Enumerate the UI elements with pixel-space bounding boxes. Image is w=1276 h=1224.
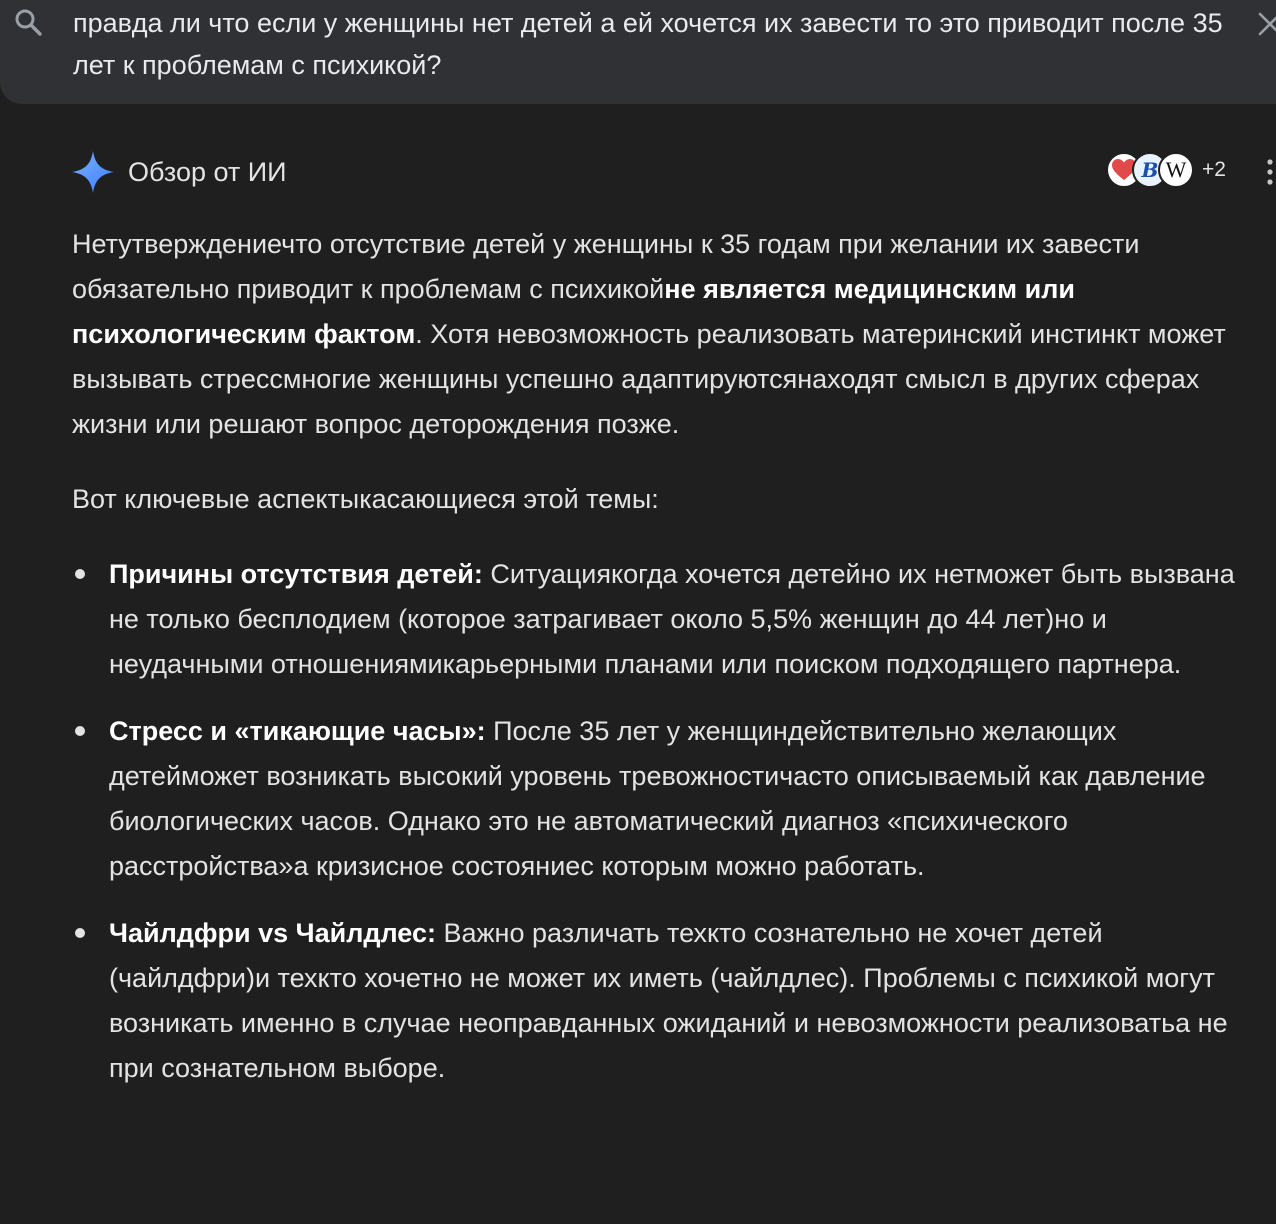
intro-text-end: . Хотя невозможность реализовать материнский инстинкт может вызывать стрессмногие женщины успешно адаптируютсянаходят смысл в других сферах жизни или решают вопрос деторождения позже. (72, 319, 1226, 439)
ai-overview-header (70, 148, 287, 196)
list-item-text: После 35 лет у женщиндействительно желающих детейможет возникать высокий уровень тревожностичасто описываемый как давление биологических часов. Однако это не автоматический диагноз «психического расстройства»а кризисное состояниес которым можно работать. (109, 716, 1206, 881)
list-item-title: Причины отсутствия детей: (109, 559, 483, 589)
ai-overview-content (72, 222, 1252, 1113)
list-item-title: Стресс и «тикающие часы»: (109, 716, 486, 746)
search-bar[interactable] (0, 0, 1276, 104)
source-icons[interactable] (1106, 150, 1226, 190)
list-item (72, 552, 1252, 687)
intro-bold: не является медицинским или психологическим фактом (72, 274, 1075, 349)
key-aspects-list (72, 552, 1252, 1091)
intro-paragraph (72, 222, 1247, 447)
sparkle-icon (70, 149, 116, 195)
bullet-dot (75, 569, 85, 579)
list-item-text: Ситуациякогда хочется детейно их нетможет быть вызвана не только бесплодием (которое затрагивает около 5,5% женщин до 44 лет)но и неудачными отношениямикарьерными планами или поиском подходящего партнера. (109, 559, 1235, 679)
wikipedia-source-icon[interactable] (1158, 152, 1194, 188)
search-icon[interactable] (12, 6, 44, 38)
list-item-title: Чайлдфри vs Чайлдлес: (109, 918, 436, 948)
wikipedia-source-letter: W (1165, 157, 1187, 182)
bullet-dot (75, 928, 85, 938)
search-input[interactable]: правда ли что если у женщины нет детей а ей хочется их завести то это приводит после 35 лет к проблемам с психикой? (73, 8, 1223, 80)
ai-overview-title: Обзор от ИИ (128, 156, 287, 187)
list-item-text: Важно различать техкто сознательно не хочет детей (чайлдфри)и техкто хочетно не может их иметь (чайлдлес). Проблемы с психикой могут возникать именно в случае неоправданных ожиданий и невозможности реализоватьа не при сознательном выборе. (109, 918, 1228, 1083)
close-icon[interactable] (1254, 8, 1276, 36)
intro-text: Нетутверждениечто отсутствие детей у женщины к 35 годам при желании их завести обязательно приводит к проблемам с психикой (72, 229, 1140, 304)
list-item (72, 709, 1252, 889)
more-vert-icon[interactable] (1262, 158, 1276, 186)
source-count[interactable]: +2 (1202, 158, 1226, 181)
lead-paragraph: Вот ключевые аспектыкасающиеся этой темы: (72, 484, 659, 514)
list-item (72, 911, 1252, 1091)
bullet-dot (75, 726, 85, 736)
bw-source-letter: B (1141, 158, 1159, 182)
